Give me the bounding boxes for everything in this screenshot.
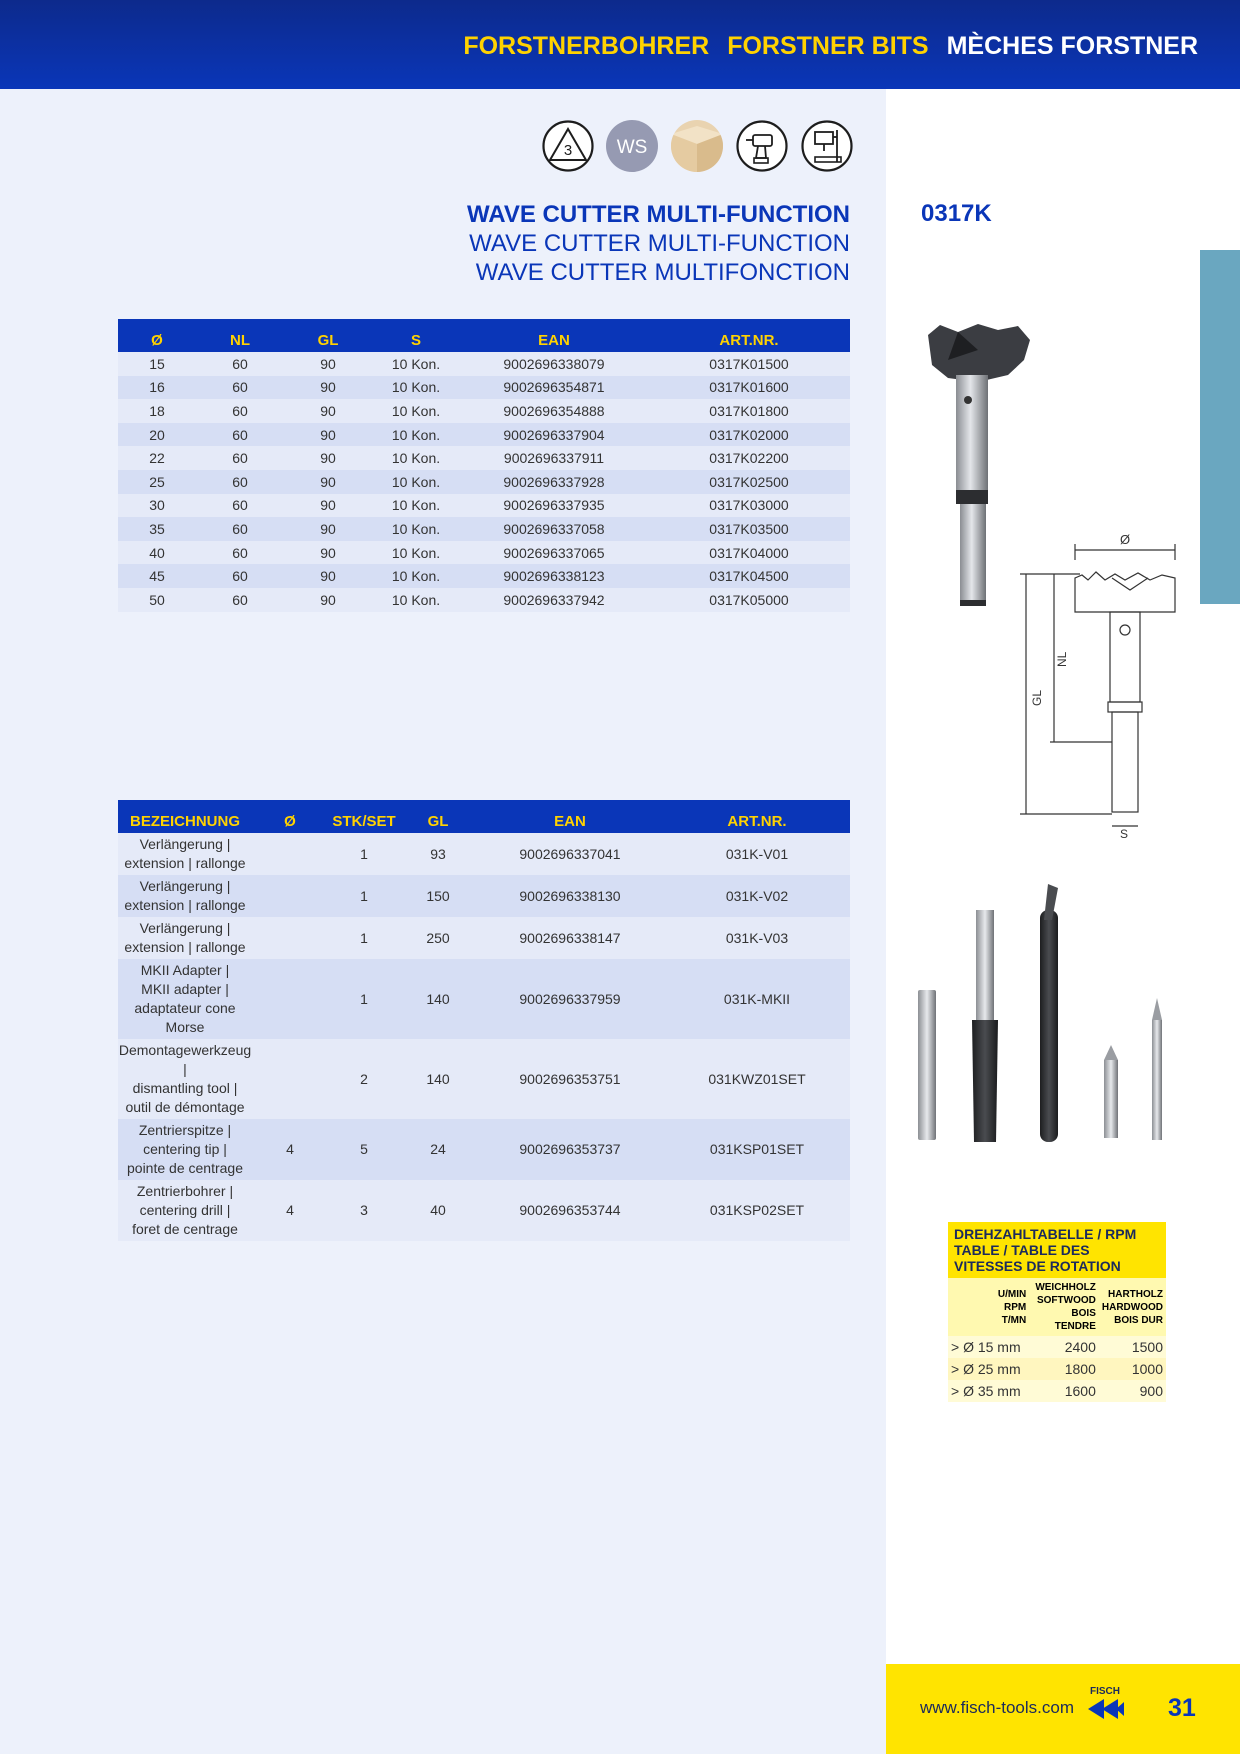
table-row: [118, 494, 850, 518]
table-cell: 0317K04000: [648, 541, 850, 565]
gl-label: GL: [1030, 689, 1044, 706]
table-row: [118, 517, 850, 541]
table-cell: [118, 1180, 252, 1241]
cell-line: Demontagewerkzeug |: [118, 1042, 252, 1077]
table-cell: 24: [400, 1119, 476, 1180]
table-cell: 0317K02000: [648, 423, 850, 447]
table-cell: [118, 1119, 252, 1180]
table-cell: 60: [196, 423, 284, 447]
table1-header: ART.NR.: [648, 319, 850, 352]
cell-line: Verlängerung |: [139, 836, 231, 852]
cell-line: Zentrierbohrer |: [136, 1183, 234, 1199]
technical-drawing: [1020, 530, 1180, 855]
table-cell: 031K-V01: [664, 833, 850, 875]
table-cell: 10 Kon.: [372, 588, 460, 612]
table-cell: 60: [196, 376, 284, 400]
table-cell: 30: [118, 494, 196, 518]
table-cell: [252, 875, 328, 917]
table-cell: 90: [284, 494, 372, 518]
ws-label: WS: [616, 137, 648, 158]
table-cell: 9002696354871: [460, 376, 648, 400]
product-title-de: WAVE CUTTER MULTI-FUNCTION: [466, 201, 850, 228]
table-cell: 60: [196, 446, 284, 470]
table-cell: 60: [196, 541, 284, 565]
fisch-logo-text: FISCH: [1090, 1686, 1120, 1697]
triangle-3-label: 3: [563, 142, 573, 159]
cell-line: centering drill |: [139, 1202, 231, 1218]
table-cell: 9002696338079: [460, 352, 648, 376]
table2-header: GL: [400, 800, 476, 833]
rpm-cell: 1800: [1029, 1358, 1099, 1380]
table-cell: 9002696337928: [460, 470, 648, 494]
table-cell: 031KSP01SET: [664, 1119, 850, 1180]
table-cell: 1: [328, 875, 400, 917]
table-cell: 9002696337058: [460, 517, 648, 541]
table-cell: 16: [118, 376, 196, 400]
table-row: [118, 588, 850, 612]
rpm-cell: 1500: [1099, 1336, 1166, 1358]
rpm-cell: 1600: [1029, 1380, 1099, 1402]
table-cell: 90: [284, 352, 372, 376]
table-cell: [118, 917, 252, 959]
table-cell: 10 Kon.: [372, 517, 460, 541]
nl-label: NL: [1055, 651, 1069, 667]
table-cell: 93: [400, 833, 476, 875]
table-cell: 35: [118, 517, 196, 541]
diameter-label: Ø: [1119, 532, 1131, 547]
table2-header: EAN: [476, 800, 664, 833]
cell-line: extension | rallonge: [124, 939, 246, 955]
table-cell: 150: [400, 875, 476, 917]
header-title-fr: MÈCHES FORSTNER: [946, 32, 1198, 60]
cell-line: extension | rallonge: [124, 855, 246, 871]
table-row: [118, 423, 850, 447]
table-cell: 250: [400, 917, 476, 959]
rpm-cell: > Ø 25 mm: [948, 1358, 1029, 1380]
table-cell: 4: [252, 1119, 328, 1180]
table-cell: 10 Kon.: [372, 352, 460, 376]
triangle-3-icon: [542, 120, 594, 172]
table-row: [118, 541, 850, 565]
table-cell: 90: [284, 564, 372, 588]
table-row: [118, 833, 850, 875]
table-cell: 9002696337942: [460, 588, 648, 612]
cell-line: centering tip |: [143, 1141, 227, 1157]
table-row: [118, 959, 850, 1039]
table-cell: 10 Kon.: [372, 376, 460, 400]
table1-header: Ø: [118, 319, 196, 352]
table-row: [118, 1180, 850, 1241]
table-cell: 60: [196, 352, 284, 376]
table-cell: 60: [196, 399, 284, 423]
rpm-table: [948, 1222, 1166, 1402]
cell-line: pointe de centrage: [127, 1160, 243, 1176]
table1-header: EAN: [460, 319, 648, 352]
table-row: [118, 399, 850, 423]
wood-block-icon: [671, 120, 723, 172]
product-title: [467, 200, 850, 287]
cell-line: Verlängerung |: [139, 878, 231, 894]
table-cell: 10 Kon.: [372, 446, 460, 470]
table-cell: 0317K02200: [648, 446, 850, 470]
table-cell: 031K-V02: [664, 875, 850, 917]
table2-header: ART.NR.: [664, 800, 850, 833]
table-cell: 031KSP02SET: [664, 1180, 850, 1241]
rpm-table-title: DREHZAHLTABELLE / RPM TABLE / TABLE DES VITESSES DE ROTATION: [948, 1222, 1166, 1278]
table-cell: 10 Kon.: [372, 399, 460, 423]
table-cell: 5: [328, 1119, 400, 1180]
cell-line: outil de démontage: [125, 1099, 245, 1115]
table-row: [118, 875, 850, 917]
table-cell: 9002696337911: [460, 446, 648, 470]
table-cell: [118, 875, 252, 917]
table-cell: 90: [284, 588, 372, 612]
table-cell: 22: [118, 446, 196, 470]
table1-header: GL: [284, 319, 372, 352]
table-cell: 60: [196, 517, 284, 541]
table-cell: 60: [196, 564, 284, 588]
table2-header: Ø: [252, 800, 328, 833]
table-cell: [118, 833, 252, 875]
table-cell: 45: [118, 564, 196, 588]
table-cell: [118, 1039, 252, 1119]
table1-header: S: [372, 319, 460, 352]
cell-line: extension | rallonge: [124, 897, 246, 913]
table-cell: 10 Kon.: [372, 423, 460, 447]
table-cell: 140: [400, 1039, 476, 1119]
product-title-en: WAVE CUTTER MULTI-FUNCTION: [469, 230, 850, 257]
cell-line: dismantling tool |: [132, 1080, 238, 1096]
table-cell: 90: [284, 423, 372, 447]
cell-line: MKII adapter |: [141, 981, 229, 997]
table-cell: 18: [118, 399, 196, 423]
rpm-cell: > Ø 35 mm: [948, 1380, 1029, 1402]
rpm-row: [948, 1358, 1166, 1380]
table-cell: 90: [284, 399, 372, 423]
table-cell: 0317K03000: [648, 494, 850, 518]
table-cell: 031K-MKII: [664, 959, 850, 1039]
table-cell: 10 Kon.: [372, 564, 460, 588]
table-cell: 60: [196, 588, 284, 612]
table-cell: 1: [328, 917, 400, 959]
table-cell: [252, 833, 328, 875]
table2-header: STK/SET: [328, 800, 400, 833]
table-cell: 50: [118, 588, 196, 612]
rpm-row: [948, 1336, 1166, 1358]
header-title-de: FORSTNERBOHRER: [463, 32, 710, 60]
table-cell: 2: [328, 1039, 400, 1119]
header-title-en: FORSTNER BITS: [727, 32, 929, 60]
drill-icon: [736, 120, 788, 172]
rpm-cell: > Ø 15 mm: [948, 1336, 1029, 1358]
header-titles: [445, 32, 1198, 61]
table-cell: 0317K01500: [648, 352, 850, 376]
table-row: [118, 1119, 850, 1180]
product-title-fr: WAVE CUTTER MULTIFONCTION: [475, 259, 850, 286]
sizes-table: [118, 319, 850, 612]
table-cell: 0317K01800: [648, 399, 850, 423]
table-cell: 9002696337065: [460, 541, 648, 565]
table-cell: 9002696337904: [460, 423, 648, 447]
table-row: [118, 1039, 850, 1119]
table-cell: 140: [400, 959, 476, 1039]
table-row: [118, 446, 850, 470]
table-cell: 25: [118, 470, 196, 494]
table-cell: 9002696337959: [476, 959, 664, 1039]
table-cell: 15: [118, 352, 196, 376]
table-cell: 9002696337935: [460, 494, 648, 518]
table-cell: 0317K01600: [648, 376, 850, 400]
cell-line: foret de centrage: [132, 1221, 238, 1237]
product-code: 0317K: [921, 200, 992, 227]
table-cell: 10 Kon.: [372, 541, 460, 565]
table-row: [118, 917, 850, 959]
table-cell: 4: [252, 1180, 328, 1241]
rpm-cell: 1000: [1099, 1358, 1166, 1380]
table-cell: 1: [328, 833, 400, 875]
cell-line: adaptateur cone Morse: [134, 1000, 236, 1035]
table-cell: 10 Kon.: [372, 494, 460, 518]
table-cell: 0317K04500: [648, 564, 850, 588]
page-number: 31: [1168, 1694, 1196, 1722]
table-cell: 9002696338130: [476, 875, 664, 917]
table-cell: 9002696337041: [476, 833, 664, 875]
table-cell: [252, 917, 328, 959]
table-cell: 0317K05000: [648, 588, 850, 612]
table-row: [118, 352, 850, 376]
table-cell: 9002696353737: [476, 1119, 664, 1180]
page-header: [0, 0, 1240, 89]
table-cell: 9002696353751: [476, 1039, 664, 1119]
table-cell: [252, 1039, 328, 1119]
s-label: S: [1120, 827, 1129, 841]
table-cell: [118, 959, 252, 1039]
table-cell: 9002696338147: [476, 917, 664, 959]
table-cell: 3: [328, 1180, 400, 1241]
cell-line: MKII Adapter |: [140, 962, 230, 978]
table-cell: 40: [118, 541, 196, 565]
table-row: [118, 376, 850, 400]
table-cell: 90: [284, 541, 372, 565]
table-cell: 20: [118, 423, 196, 447]
table-cell: 90: [284, 446, 372, 470]
table-cell: 90: [284, 517, 372, 541]
page-footer: [886, 1664, 1240, 1754]
drill-stand-icon: [801, 120, 853, 172]
rpm-cell: 900: [1099, 1380, 1166, 1402]
table-cell: 1: [328, 959, 400, 1039]
fisch-logo-icon: [1088, 1698, 1124, 1720]
rpm-table-column-headers: U/MIN RPM T/MN WEICHHOLZ SOFTWOOD BOIS TENDRE HARTHOLZ HARDWOOD BOIS DUR: [948, 1278, 1166, 1336]
cell-line: Verlängerung |: [139, 920, 231, 936]
accessories-table: [118, 800, 850, 1241]
website-link[interactable]: www.fisch-tools.com: [920, 1698, 1074, 1717]
accessories-photo: [912, 880, 1172, 1155]
table-cell: 0317K03500: [648, 517, 850, 541]
table-cell: 60: [196, 470, 284, 494]
table-cell: 40: [400, 1180, 476, 1241]
table-cell: 9002696353744: [476, 1180, 664, 1241]
table-cell: 031KWZ01SET: [664, 1039, 850, 1119]
rpm-cell: 2400: [1029, 1336, 1099, 1358]
table-cell: 90: [284, 376, 372, 400]
table1-header: NL: [196, 319, 284, 352]
table2-header: BEZEICHNUNG: [118, 800, 252, 833]
rpm-row: [948, 1380, 1166, 1402]
side-tab: [1200, 250, 1240, 604]
table-cell: [252, 959, 328, 1039]
table-cell: 10 Kon.: [372, 470, 460, 494]
cell-line: Zentrierspitze |: [138, 1122, 232, 1138]
table-cell: 60: [196, 494, 284, 518]
table-cell: 9002696338123: [460, 564, 648, 588]
table-cell: 9002696354888: [460, 399, 648, 423]
table-cell: 90: [284, 470, 372, 494]
table-cell: 031K-V03: [664, 917, 850, 959]
ws-icon: [606, 120, 658, 172]
table-cell: 0317K02500: [648, 470, 850, 494]
table-row: [118, 470, 850, 494]
table-row: [118, 564, 850, 588]
